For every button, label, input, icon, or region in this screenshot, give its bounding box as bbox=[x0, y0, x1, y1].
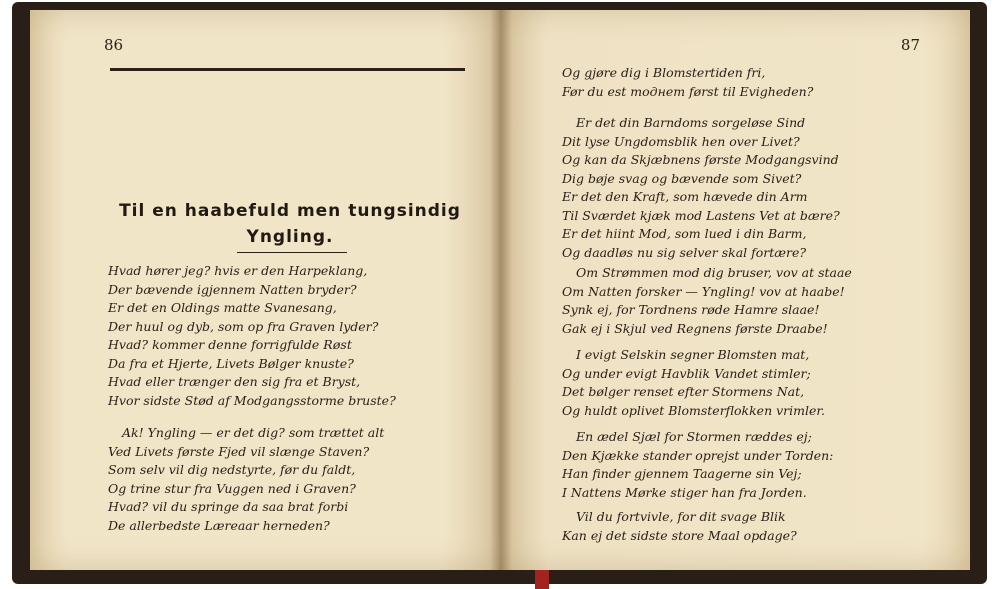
right-page bbox=[500, 10, 970, 570]
verse-line: Hvor sidste Stød af Modgangsstorme bruste? bbox=[108, 392, 396, 408]
verse-line: Hvad hører jeg? hvis er den Harpeklang, bbox=[108, 263, 368, 278]
verse-line: Kan ej det sidste store Maal opdage? bbox=[562, 527, 797, 543]
verse-line: Er det hiint Mod, som lued i din Barm, bbox=[562, 226, 807, 241]
verse-line: Før du est moднет først til Evigheden? bbox=[562, 83, 814, 99]
page-number-right: 87 bbox=[900, 36, 920, 54]
verse-line: Og gjøre dig i Blomstertiden fri, bbox=[562, 65, 766, 80]
verse-line: Er det din Barndoms sorgeløse Sind bbox=[576, 115, 806, 130]
verse-line: Og daadløs nu sig selver skal fortære? bbox=[562, 244, 807, 260]
verse-line: I evigt Selskin segner Blomsten mat, bbox=[576, 347, 810, 362]
verse-line: Den Kjække stander oprejst under Torden: bbox=[562, 447, 834, 463]
verse-line: Hvad? kommer denne forrigfulde Røst bbox=[108, 337, 352, 352]
verse-line: Er det den Kraft, som hævede din Arm bbox=[562, 189, 808, 204]
stanza bbox=[562, 508, 797, 545]
verse-line: En ædel Sjæl for Stormen ræddes ej; bbox=[576, 429, 812, 444]
verse-line: Dig bøje svag og bævende som Sivet? bbox=[562, 170, 802, 186]
stanza bbox=[562, 114, 840, 262]
stanza bbox=[562, 428, 833, 502]
poem-title-line: Yngling. bbox=[246, 227, 334, 247]
spine-shadow bbox=[490, 10, 512, 570]
verse-line: Og huldt oplivet Blomsterflokken vrimler. bbox=[562, 402, 825, 418]
verse-line: Da fra et Hjerte, Livets Bølger knuste? bbox=[108, 355, 354, 371]
verse-line: Ak! Yngling — er det dig? som trættet alt bbox=[122, 425, 385, 440]
stanza bbox=[108, 262, 396, 410]
header-rule bbox=[110, 68, 465, 71]
verse-line: Til Sværdet kjæk mod Lastens Vet at bære? bbox=[562, 207, 840, 223]
left-page bbox=[30, 10, 500, 570]
verse-line: Vil du fortvivle, for dit svage Blik bbox=[576, 509, 786, 524]
verse-line: Det bølger renset efter Stormens Nat, bbox=[562, 384, 805, 399]
verse-line: Synk ej, for Tordnens røde Hamre slaae! bbox=[562, 302, 820, 317]
verse-line: Og kan da Skjæbnens første Modgangsvind bbox=[562, 152, 839, 167]
verse-line: Og trine stur fra Vuggen ned i Graven? bbox=[108, 480, 356, 496]
verse-line: Ved Livets første Fjed vil slænge Staven? bbox=[108, 443, 370, 459]
verse-line: Gak ej i Skjul ved Regnens første Draabe! bbox=[562, 320, 828, 336]
verse-line: Der huul og dyb, som op fra Graven lyder? bbox=[108, 318, 379, 334]
verse-line: Hvad eller trænger den sig fra et Bryst, bbox=[108, 374, 361, 389]
verse-line: Han finder gjennem Taagerne sin Vej; bbox=[562, 466, 802, 481]
poem-title bbox=[100, 198, 480, 250]
verse-line: Der bævende igjennem Natten bryder? bbox=[108, 281, 357, 297]
verse-line: De allerbedste Læreaar herneden? bbox=[108, 517, 330, 533]
stanza bbox=[562, 64, 813, 101]
verse-line: Og under evigt Havblik Vandet stimler; bbox=[562, 365, 811, 381]
stanza bbox=[108, 424, 384, 535]
poem-title-line: Til en haabefuld men tungsindig bbox=[119, 201, 461, 221]
verse-line: Hvad? vil du springe da saa brat forbi bbox=[108, 499, 349, 514]
stanza bbox=[562, 264, 852, 338]
stanza bbox=[562, 346, 825, 420]
title-rule bbox=[237, 252, 347, 253]
bookmark-ribbon bbox=[535, 570, 549, 589]
page-number-left: 86 bbox=[104, 36, 124, 54]
verse-line: I Nattens Mørke stiger han fra Jorden. bbox=[562, 484, 807, 500]
verse-line: Er det en Oldings matte Svanesang, bbox=[108, 300, 337, 315]
verse-line: Som selv vil dig nedstyrte, før du faldt, bbox=[108, 462, 356, 477]
verse-line: Om Natten forsker — Yngling! vov at haabe! bbox=[562, 283, 845, 299]
verse-line: Dit lyse Ungdomsblik hen over Livet? bbox=[562, 133, 800, 149]
verse-line: Om Strømmen mod dig bruser, vov at staae bbox=[576, 265, 852, 280]
